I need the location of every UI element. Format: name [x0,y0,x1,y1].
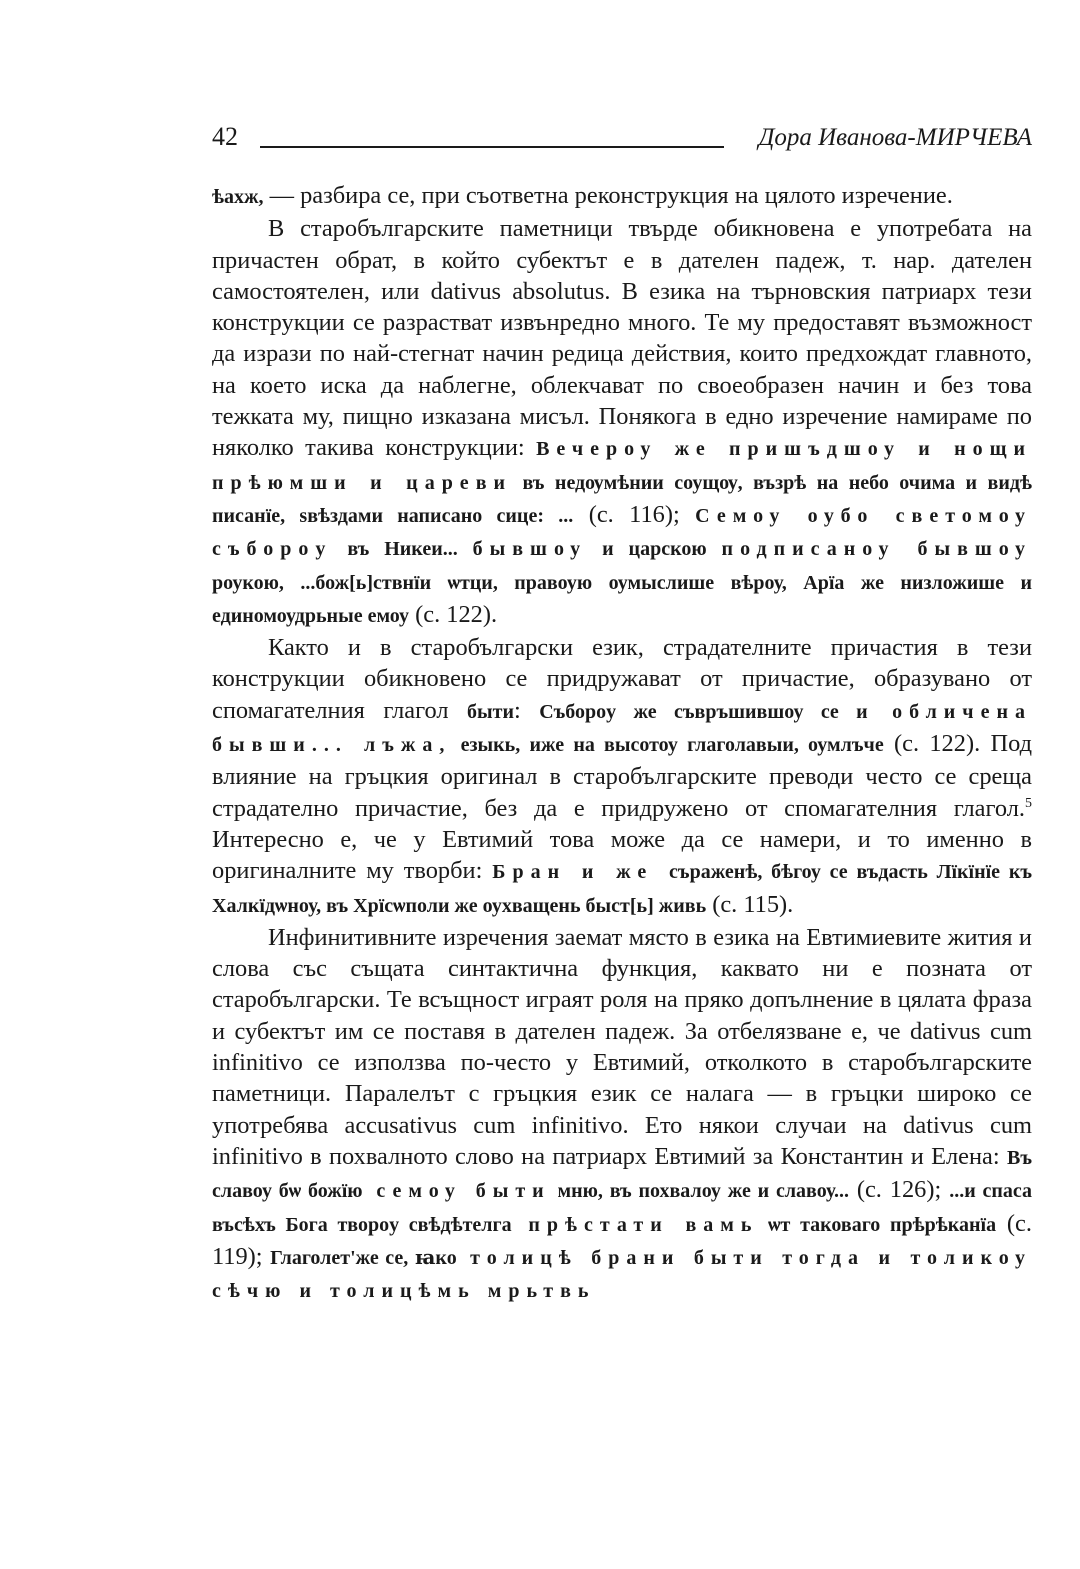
old-bulgarian-quote: Глаголет'же се, ꙗко [270,1246,457,1269]
paragraph-2 [212,213,1032,632]
text-segment: (с. 115). [706,890,794,918]
paragraph-1 [212,180,1032,213]
old-bulgarian-quote: роукою, ...бож[ь]ствнїи ѡтци, правоую оумыслише вѣроу, Арїа же низложише и единомоудрьные емоу [212,571,1032,627]
old-bulgarian-quote: въ недѹмѣнии соущѹ, възрѣ на небо очима и видѣ писанїе, sвѣздами написано сице: ... [212,471,1032,527]
header-rule [260,146,724,148]
text-segment: Както и в старобългарски език, страдателните причастия в тези конструкции обикновено се придружават от причастие, образувано от спомагателния глагол [212,634,1032,724]
old-bulgarian-quote: Семоу оубо светомоу съборoу [212,504,1032,561]
text-segment: (с. 126); [848,1176,950,1204]
old-bulgarian-quote: толицѣ брани быти тогда и толикоу сѣчю и толицѣмь мрьтвь [212,1246,1032,1303]
old-bulgarian-quote: ѡт таковаго прѣрѣканїа [758,1213,997,1236]
old-bulgarian-quote: подписаноу бывшоу [721,538,1032,561]
old-bulgarian-quote: ѣахж, [212,186,264,208]
text-segment: (с. 119); [212,1209,1032,1270]
old-bulgarian-quote: ...и спаса въсѣхъ Бога творoу свѣдѣтелга [212,1180,1033,1236]
text-segment: Интересно е, че у Евтимий това може да се намери, и то именно в оригиналните му творби: [212,825,1032,885]
body-text [212,180,1032,1307]
text-segment: — разбира се, при съответна реконструкция на цялото изречение. [263,182,953,209]
running-header [212,120,1032,160]
paragraph-4 [212,922,1032,1308]
text-segment: В старобългарските паметници твърде обикновена е употребата на причастен обрат, в който субектът е в дателен падеж, т. нар. дателен самостоятелен, или dativus absolutus. В езика на търновския патриарх тези конструкции се разрастват извънредно много. Те му предоставят възможност да изрази по най-стегнат начин редица действия, които предхождат главното, на което иска да наблегне, облекчават по своеобразен начин и без това тежката му, пищно изказана мисъл. Понякога в едно изречение намираме по няколко такива конструкции: [212,215,1032,462]
old-bulgarian-quote: и же [566,861,670,884]
old-bulgarian-quote: обличена бывши... лъжа, [212,700,1032,757]
text-segment: (с. 116); [573,500,696,528]
old-bulgarian-quote: Бран [492,861,567,884]
text-segment: (с. 122). [409,600,498,628]
old-bulgarian-quote: Вечероу же пришъдшоу и нощи прѣюмши и цареви [212,438,1032,494]
old-bulgarian-quote: быти [467,700,514,723]
text-segment: (с. 122). Под влияние на гръцкия оригинал в старобългарските преводи често се среща страдателно причастие, без да е придружено от спомагателния глагол. [212,730,1032,822]
author-name: Дора Иванова-МИРЧЕВА [758,124,1032,151]
paragraph-3 [212,632,1032,922]
page-number: 42 [212,122,238,151]
old-bulgarian-quote: мню, въ похвалоу же и славоу... [550,1180,849,1203]
old-bulgarian-quote: семоу быти [362,1180,551,1203]
old-bulgarian-quote: и царскою [587,538,722,561]
old-bulgarian-quote: въ Никеи... [332,538,473,561]
old-bulgarian-quote: Въ славоу бѡ божїю [212,1146,1032,1203]
footnote-marker: 5 [1025,795,1032,811]
old-bulgarian-quote: Съборoу же съвръшившоу се и [539,700,868,723]
old-bulgarian-quote: прѣстати вамь [511,1213,759,1236]
text-segment: : [513,696,540,724]
text-segment: Инфинитивните изречения заемат място в езика на Евтимиевите жития и слова със същата синтактична функция, каквато ни е позната от старобългарски. Те всъщност играят роля на пряко допълнение в цялата фраза и субектът им се поставя в дателен падеж. За отбелязване е, че dativus cum infinitivo се използва по-често у Евтимий, отколкото в старобългарските паметници. Паралелът с гръцкия език се налага — в гръцки широко се употребява accusativus cum infinitivo. Ето някои случаи на dativus cum infinitivo в похвалното слово на патриарх Евтимий за Константин и Елена: [212,923,1032,1170]
old-bulgarian-quote: бывшоу [472,538,588,561]
old-bulgarian-quote: съраженѣ, бѣгоу се въдасть Лїкїнїе къ Халкїдѡноу, въ Хрїсѡполи же оухващень быст[ь] живь [212,861,1033,917]
old-bulgarian-quote: езыкь, иже на высотоу глаголавыи, оумлъче [451,734,884,757]
